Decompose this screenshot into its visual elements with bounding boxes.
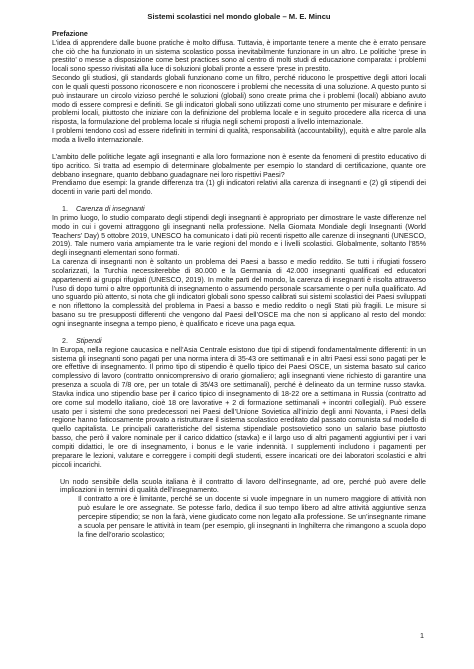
prefazione-paragraph-4: L’ambito delle politiche legate agli insegnanti e alla loro formazione non è esente da fenomeni di prestito educativo di tipo acritico. Si tratta ad esempio di determinare globalmente per esempio lo standard di certificazione, quante ore debbano insegnare, quanto debbano guadagnare nei loro rispettivi Paesi? — [52, 152, 426, 179]
section-2-paragraph-1: In Europa, nella regione caucasica e nell’Asia Centrale esistono due tipi di stipendi fondamentalmente differenti: in un sistema gli insegnanti sono pagati per una norma intera di 35-43 ore settimanali e in altri Paesi essi sono pagati per le ore effettive di insegnamento. Il primo tipo di stipendio è quello tipico dei Paesi OSCE, un sistema basato sul carico complessivo di lavoro (contratto onnicomprensivo di orario giornaliero; agli insegnanti viene richiesto di garantire una presenza a scuola di 7/8 ore, per un totale di 35/43 ore settimanali), perché è delineato da un termine russo stavka. Stavka indica uno stipendio base per il carico tipico di insegnamento di 18-22 ore a settimana in Russia (contratto ad ore come sul modello italiano, cioè 18 ore lavorative + 2 di formazione settimanali + incontri collegiali). Può essere usato per i sistemi che sono predecessori nei Paesi dell’Unione Sovietica all’inizio degli anni Novanta, i Paesi della regione hanno faticosamente provato a ristrutturare il sistema scolastico ereditato dal passato comunista sul modello di quello capitalista. Le principali caratteristiche del sistema stipendiale postsovietico sono un salario base piuttosto basso, che però il valore nominale per il carico didattico (stavka) e il largo uso di altri pagamenti aggiuntivi per i vari compiti didattici, le ore di insegnamento, i bonus e le varie indennità. I supplementi includono i pagamenti per preparare le lezioni, valutare e correggere i compiti degli studenti, essere incaricati ore dei laboratori scolastici e altri piccoli incarichi. — [52, 345, 426, 469]
prefazione-paragraph-1: L’idea di apprendere dalle buone pratiche è molto diffusa. Tuttavia, è importante tenere a mente che è errato pensare che ciò che ha funzionato in un sistema scolastico possa inevitabilmente funzionare in un altro. Le politiche ‘prese in prestito’ o messe a disposizione come best practices sono al centro di molti studi di educazione comparata: i problemi locali sono spesso rivisitati alla luce di soluzioni globali pronte a essere ‘prese in prestito. — [52, 38, 426, 74]
document-title: Sistemi scolastici nel mondo globale – M. E. Mincu — [147, 12, 331, 21]
section-1-paragraph-2: La carenza di insegnanti non è soltanto un problema dei Paesi a basso e medio reddito. Se tutti i rifugiati fossero scolarizzati, la Turchia necessiterebbe di 80.000 e la Germania di 42.000 insegnanti qualificati ed educatori appartenenti ai gruppi rifugiati (UNESCO, 2019). In molte parti del mondo, la carenza di insegnanti è risolta attraverso l’uso di dopo turni o altre opportunità di insegnamento o assumendo personale scarsamente o per nulla qualificato. Ad uno sguardo più attento, si nota che gli indicatori globali sono spesso calibrati sui sistemi scolastici dei Paesi sviluppati e non riflettono la complessità del problema in Paesi a basso e medio reddito o negli Stati più fragili. Le misure si basano su tre presupposti differenti che vengono dal Paesi dell’OSCE ma che non si applicano al resto del mondo: ogni insegnante insegna a tempo pieno, è qualificato e riceve una paga equa. — [52, 258, 426, 328]
section-1-heading — [52, 205, 426, 214]
prefazione-paragraph-5: Prendiamo due esempi: la grande differenza tra (1) gli indicatori relativi alla carenza di insegnanti e (2) gli stipendi dei docenti in varie parti del mondo. — [52, 179, 426, 197]
section-1-title: Carenza di insegnanti — [76, 205, 145, 214]
section-2-paragraph-3: Il contratto a ore è limitante, perché se un docente si vuole impegnare in un numero maggiore di attività non può esulare le ore assegnate. Se potesse farlo, dedica il suo tempo libero ad altre attività aggiuntive senza percepire stipendio; se non la farà, viene giudicato come non legato alla professione. Se un’insegnante rimane a scuola per pensare le attività in team (per esempio, gli insegnanti in Inghilterra che rimangono a scuola dopo la fine dell’orario scolastico; — [78, 495, 426, 539]
section-2-number: 2. — [62, 336, 68, 345]
section-1-paragraph-1: In primo luogo, lo studio comparato degli stipendi degli insegnanti è appropriato per dimostrare le vaste differenze nel modo in cui i governi attraggono gli insegnanti nella professione. Nella Giornata Mondiale degli Insegnanti (World Teachers’ Day) 5 ottobre 2019, UNESCO ha comunicato i dati più recenti rispetto alle carenze di insegnanti (UNESCO, 2019). Tale numero varia ampiamente tra le varie regioni del mondo e i livelli scolastici. Globalmente, soltanto l’85% degli insegnanti elementari sono formati. — [52, 213, 426, 258]
page-number: 1 — [420, 631, 424, 641]
section-2-heading — [52, 337, 426, 346]
section-1-number: 1. — [62, 205, 68, 214]
section-2-title: Stipendi — [76, 336, 102, 345]
prefazione-paragraph-2: Secondo gli studiosi, gli standards globali funzionano come un filtro, perché riducono le prospettive degli attori locali con le quali questi possono riconoscere e non riconoscere i problemi che necessita di una soluzione. A questo punto si può instaurare un circolo vizioso perché le soluzioni (globali) sono create prima che i problemi (locali) abbiano avuto modo di essere compresi e definiti. Se gli indicatori globali sono utilizzati come uno strumento per misurare e definire i problemi locali, piuttosto che iniziare con la definizione del problema locale e in seguito procedere alla ricerca di una risposta, la formulazione del problema locale si rifugia negli schemi proposti a livello internazionale. — [52, 74, 426, 127]
prefazione-heading: Prefazione — [52, 29, 88, 38]
section-2-paragraph-2: Un nodo sensibile della scuola italiana è il contratto di lavoro dell’insegnante, ad ore, perché può avere delle implicazioni in termini di qualità dell’insegnamento. — [60, 477, 426, 495]
prefazione-paragraph-3: I problemi tendono così ad essere ridefiniti in termini di qualità, responsabilità (accountability), equità e altre parole alla moda a livello internazionale. — [52, 127, 426, 144]
